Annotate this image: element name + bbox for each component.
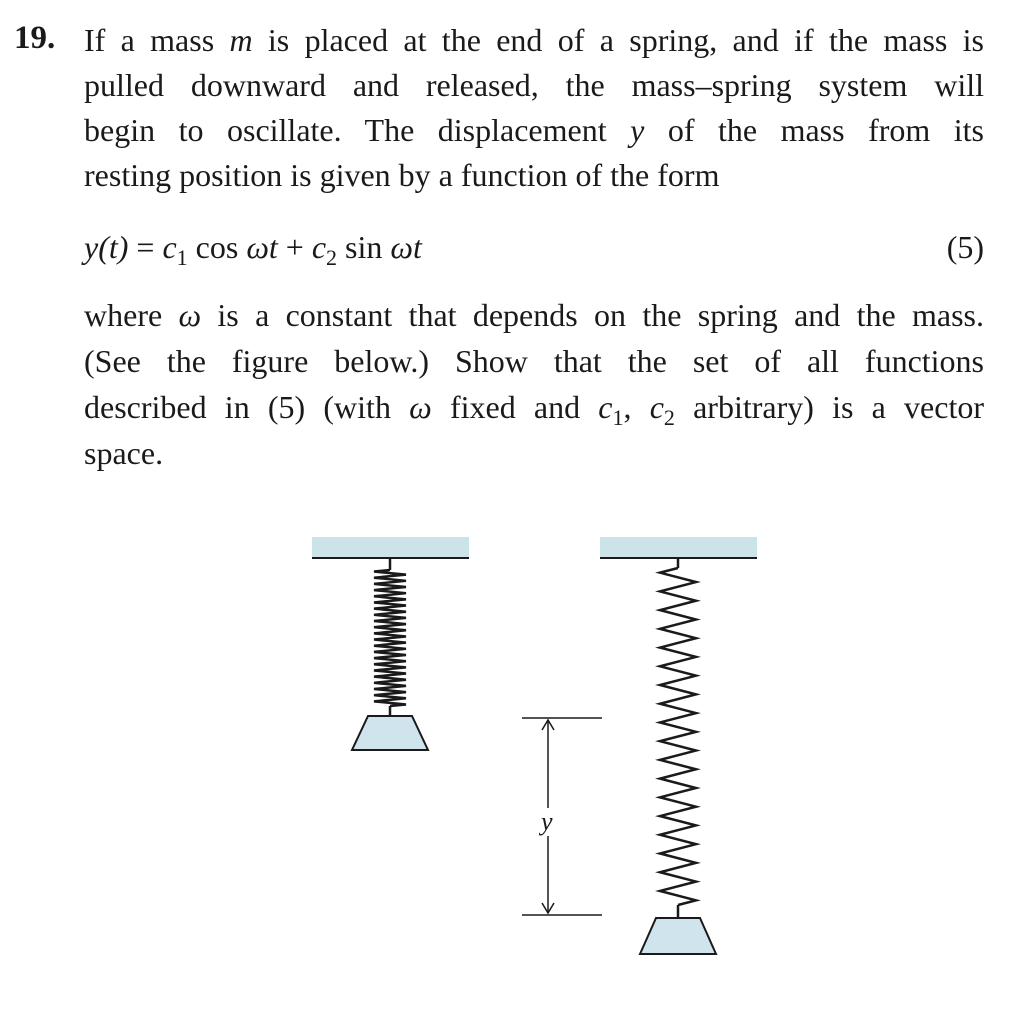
subscript-1: 1: [176, 245, 188, 270]
equation-number: (5): [946, 229, 984, 265]
coefficient-c2: c: [649, 389, 664, 425]
text-segment: is a constant that depends on the spring and the mass.: [201, 297, 985, 333]
spring-stretched: [660, 568, 696, 905]
problem-number: 19.: [14, 20, 56, 56]
omega-t: ωt: [390, 229, 422, 265]
coefficient-c1: c: [162, 229, 177, 265]
text-segment: where: [84, 297, 179, 333]
text-segment: space.: [84, 435, 164, 471]
variable-m: m: [229, 22, 253, 58]
text-segment: pulled downward and released, the mass–spring system will: [84, 67, 984, 103]
sin-operator: sin: [337, 229, 391, 265]
plus-sign: +: [277, 229, 312, 265]
subscript-1: 1: [612, 405, 624, 430]
equation-lhs: y(t): [84, 229, 129, 265]
omega-t: ωt: [246, 229, 278, 265]
comma: ,: [623, 389, 650, 425]
variable-omega: ω: [178, 297, 202, 333]
mass-block-right: [640, 918, 716, 954]
variable-y: y: [630, 112, 645, 148]
text-segment: fixed and: [431, 389, 599, 425]
text-segment: If a mass: [84, 22, 230, 58]
displacement-label: y: [541, 807, 553, 836]
text-segment: of the mass from its: [644, 112, 984, 148]
spring-compressed: [374, 570, 406, 706]
text-segment: is placed at the end of a spring, and if the mass is: [252, 22, 985, 58]
subscript-2: 2: [326, 245, 338, 270]
text-segment: resting position is given by a function of the form: [84, 157, 720, 193]
subscript-2: 2: [663, 405, 675, 430]
ceiling-block-left: [312, 537, 469, 558]
text-segment: begin to oscillate. The displacement: [84, 112, 631, 148]
text-segment: arbitrary) is a vector: [674, 389, 985, 425]
coefficient-c2: c: [311, 229, 327, 265]
variable-omega: ω: [409, 389, 432, 425]
displacement-indicator: [522, 718, 602, 915]
text-segment: (See the figure below.) Show that the set of all functions: [84, 343, 984, 379]
spring-system-stretched: [600, 537, 757, 954]
spring-system-rest: [312, 537, 469, 750]
mass-block-left: [352, 716, 428, 750]
cos-operator: cos: [187, 229, 247, 265]
coefficient-c1: c: [598, 389, 613, 425]
text-segment: described in (5) (with: [84, 389, 410, 425]
equals-sign: =: [128, 229, 163, 265]
ceiling-block-right: [600, 537, 757, 558]
